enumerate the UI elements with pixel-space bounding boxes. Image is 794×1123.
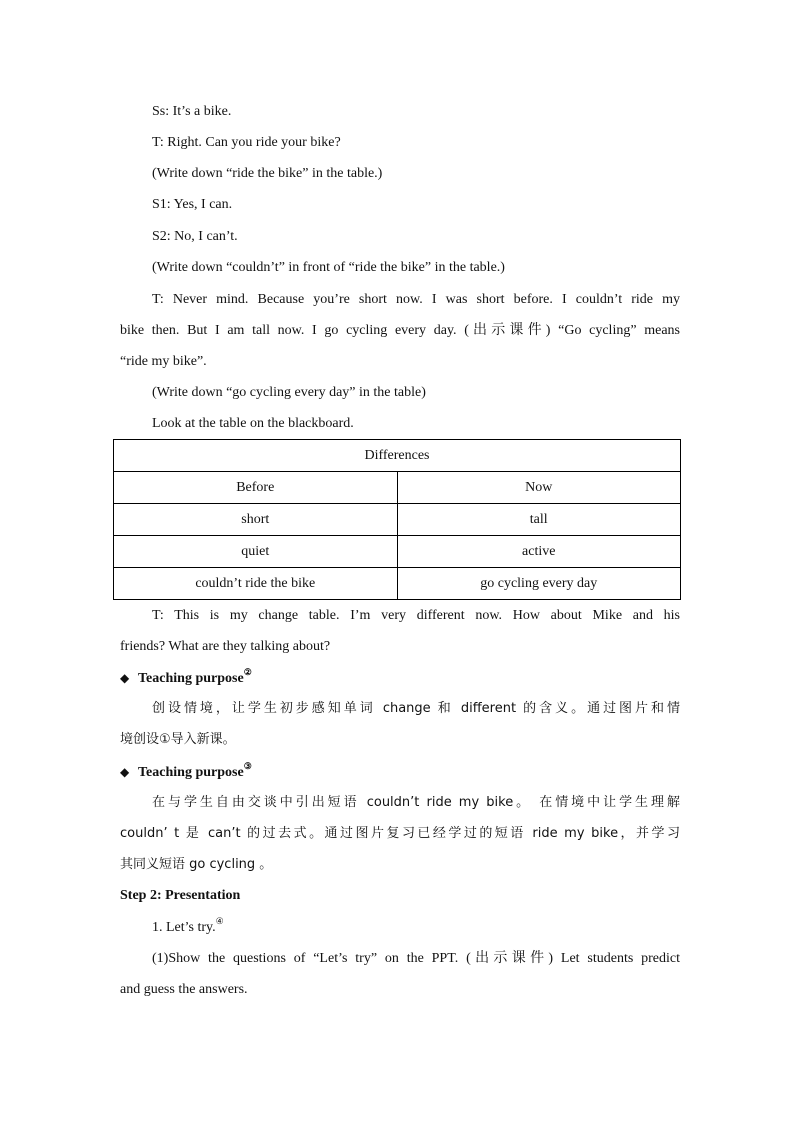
- instruction-line: Look at the table on the blackboard.: [152, 416, 354, 431]
- instruction-line: (Write down “ride the bike” in the table.): [152, 166, 383, 181]
- table-cell: tall: [397, 504, 681, 536]
- instruction-line: (Write down “couldn’t” in front of “ride the bike” in the table.): [152, 260, 505, 275]
- table-cell: go cycling every day: [397, 568, 681, 600]
- purpose-paragraph: couldn’ t 是 can’t 的过去式。通过图片复习已经学过的短语 ride my bike，并学习: [120, 826, 680, 841]
- diamond-bullet-icon: ◆: [120, 765, 130, 779]
- step-paragraph: and guess the answers.: [120, 982, 248, 997]
- table-cell: quiet: [114, 536, 398, 568]
- diamond-bullet-icon: ◆: [120, 671, 130, 685]
- dialogue-line: S2: No, I can’t.: [152, 229, 238, 244]
- table-row: [114, 568, 681, 600]
- table-row: [114, 504, 681, 536]
- column-header-before: Before: [114, 472, 398, 504]
- step-paragraph: (1)Show the questions of “Let’s try” on the PPT. (出示课件) Let students predict: [152, 951, 680, 966]
- dialogue-line: friends? What are they talking about?: [120, 639, 331, 654]
- dialogue-line: T: Right. Can you ride your bike?: [152, 135, 341, 150]
- differences-table: [113, 439, 681, 600]
- purpose-paragraph: 境创设①导入新课。: [120, 732, 236, 747]
- step-item: [152, 918, 680, 938]
- table-title: Differences: [114, 440, 681, 472]
- footnote-marker: ③: [243, 761, 252, 771]
- purpose-paragraph: 创设情境，让学生初步感知单词 change 和 different 的含义。通过图片和情: [152, 701, 680, 716]
- dialogue-line: Ss: It’s a bike.: [152, 104, 232, 119]
- dialogue-line: “ride my bike”.: [120, 354, 207, 369]
- step-item-label: 1. Let’s try.: [152, 920, 216, 935]
- column-header-now: Now: [397, 472, 681, 504]
- dialogue-line: T: Never mind. Because you’re short now. I was short before. I couldn’t ride my: [152, 292, 680, 307]
- teaching-purpose-heading: [120, 668, 680, 689]
- table-row: [114, 536, 681, 568]
- instruction-line: (Write down “go cycling every day” in the table): [152, 385, 426, 400]
- table-cell: short: [114, 504, 398, 536]
- step-heading: Step 2: Presentation: [120, 888, 241, 903]
- dialogue-line: T: This is my change table. I’m very different now. How about Mike and his: [152, 608, 680, 623]
- heading-text: Teaching purpose: [138, 671, 244, 686]
- table-cell: active: [397, 536, 681, 568]
- table-title-row: [114, 440, 681, 472]
- footnote-marker: ②: [243, 667, 252, 677]
- purpose-paragraph: 在与学生自由交谈中引出短语 couldn’t ride my bike。 在情境中让学生理解: [152, 795, 680, 810]
- dialogue-line: bike then. But I am tall now. I go cycling every day. (出示课件) “Go cycling” means: [120, 323, 680, 338]
- table-cell: couldn’t ride the bike: [114, 568, 398, 600]
- footnote-marker: ④: [215, 916, 224, 926]
- dialogue-line: S1: Yes, I can.: [152, 197, 233, 212]
- teaching-purpose-heading: [120, 762, 680, 783]
- purpose-paragraph: 其同义短语 go cycling 。: [120, 857, 273, 872]
- table-header-row: [114, 472, 681, 504]
- heading-text: Teaching purpose: [138, 765, 244, 780]
